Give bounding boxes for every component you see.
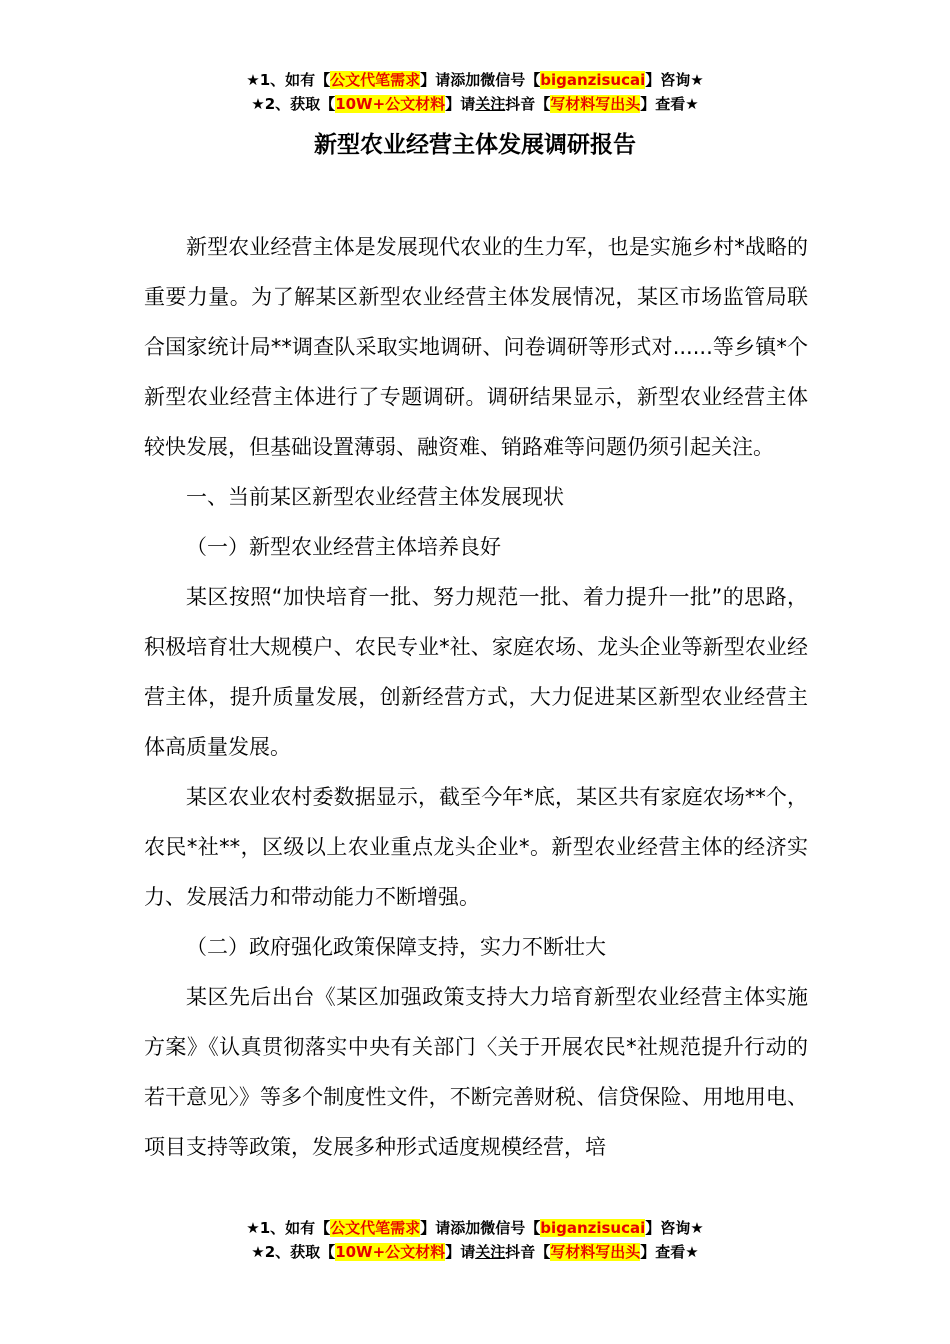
banner-underline: 关注 — [475, 1243, 506, 1261]
paragraph: 某区先后出台《某区加强政策支持大力培育新型农业经营主体实施方案》《认真贯彻落实中央有关部门〈关于开展农民*社规范提升行动的若干意见〉》等多个制度性文件，不断完善财税、信贷保险、用地用电、项目支持等政策，发展多种形式适度规模经营，培 — [144, 985, 808, 1159]
paragraph-intro: 新型农业经营主体是发展现代农业的生力军，也是实施乡村*战略的重要力量。为了解某区新型农业经营主体发展情况，某区市场监管局联合国家统计局**调查队采取实地调研、问卷调研等形式对......等乡镇*个新型农业经营主体进行了专题调研。调研结果显示，新型农业经营主体较快发展，但基础设置薄弱、融资难、销路难等问题仍须引起关注。 — [144, 235, 808, 459]
banner-text: ★1、如有【 — [246, 1219, 331, 1237]
paragraph: 某区按照“加快培育一批、努力规范一批、着力提升一批”的思路，积极培育壮大规模户、农民专业*社、家庭农场、龙头企业等新型农业经营主体，提升质量发展，创新经营方式，大力促进某区新型农业经营主体高质量发展。 — [144, 585, 808, 759]
banner-highlight-douyin: 写材料写出头 — [550, 95, 641, 113]
banner-highlight-wechat: biganzisucai — [540, 1219, 646, 1237]
banner-underline: 关注 — [475, 95, 506, 113]
banner-line-2 — [0, 92, 950, 116]
banner-text: ★2、获取【 — [251, 95, 336, 113]
banner-line-1 — [0, 68, 950, 92]
banner-text: 】查看★ — [640, 95, 699, 113]
banner-text: 】请添加微信号【 — [420, 71, 541, 89]
banner-highlight: 10W+公文材料 — [335, 1243, 446, 1261]
banner-highlight-douyin: 写材料写出头 — [550, 1243, 641, 1261]
document-title: 新型农业经营主体发展调研报告 — [314, 132, 636, 158]
banner-text: 】请 — [445, 95, 476, 113]
banner-line-2 — [0, 1240, 950, 1264]
paragraph: 某区农业农村委数据显示，截至今年*底，某区共有家庭农场**个，农民*社**，区级以上农业重点龙头企业*。新型农业经营主体的经济实力、发展活力和带动能力不断增强。 — [144, 785, 808, 909]
banner-text: ★1、如有【 — [246, 71, 331, 89]
banner-text: 抖音【 — [505, 1243, 551, 1261]
subsection-heading: （二）政府强化政策保障支持，实力不断壮大 — [186, 935, 606, 959]
document-body — [144, 222, 808, 1172]
banner-highlight-wechat: biganzisucai — [540, 71, 646, 89]
banner-text: 抖音【 — [505, 95, 551, 113]
banner-text: 】查看★ — [640, 1243, 699, 1261]
banner-text: 】咨询★ — [645, 71, 704, 89]
banner-highlight: 公文代笔需求 — [330, 71, 421, 89]
top-banner — [0, 68, 950, 116]
bottom-banner — [0, 1216, 950, 1264]
banner-text: 】咨询★ — [645, 1219, 704, 1237]
banner-text: 】请 — [445, 1243, 476, 1261]
subsection-heading: （一）新型农业经营主体培养良好 — [186, 535, 501, 559]
banner-text: 】请添加微信号【 — [420, 1219, 541, 1237]
banner-text: ★2、获取【 — [251, 1243, 336, 1261]
section-heading: 一、当前某区新型农业经营主体发展现状 — [186, 485, 564, 509]
banner-highlight: 公文代笔需求 — [330, 1219, 421, 1237]
banner-highlight: 10W+公文材料 — [335, 95, 446, 113]
banner-line-1 — [0, 1216, 950, 1240]
